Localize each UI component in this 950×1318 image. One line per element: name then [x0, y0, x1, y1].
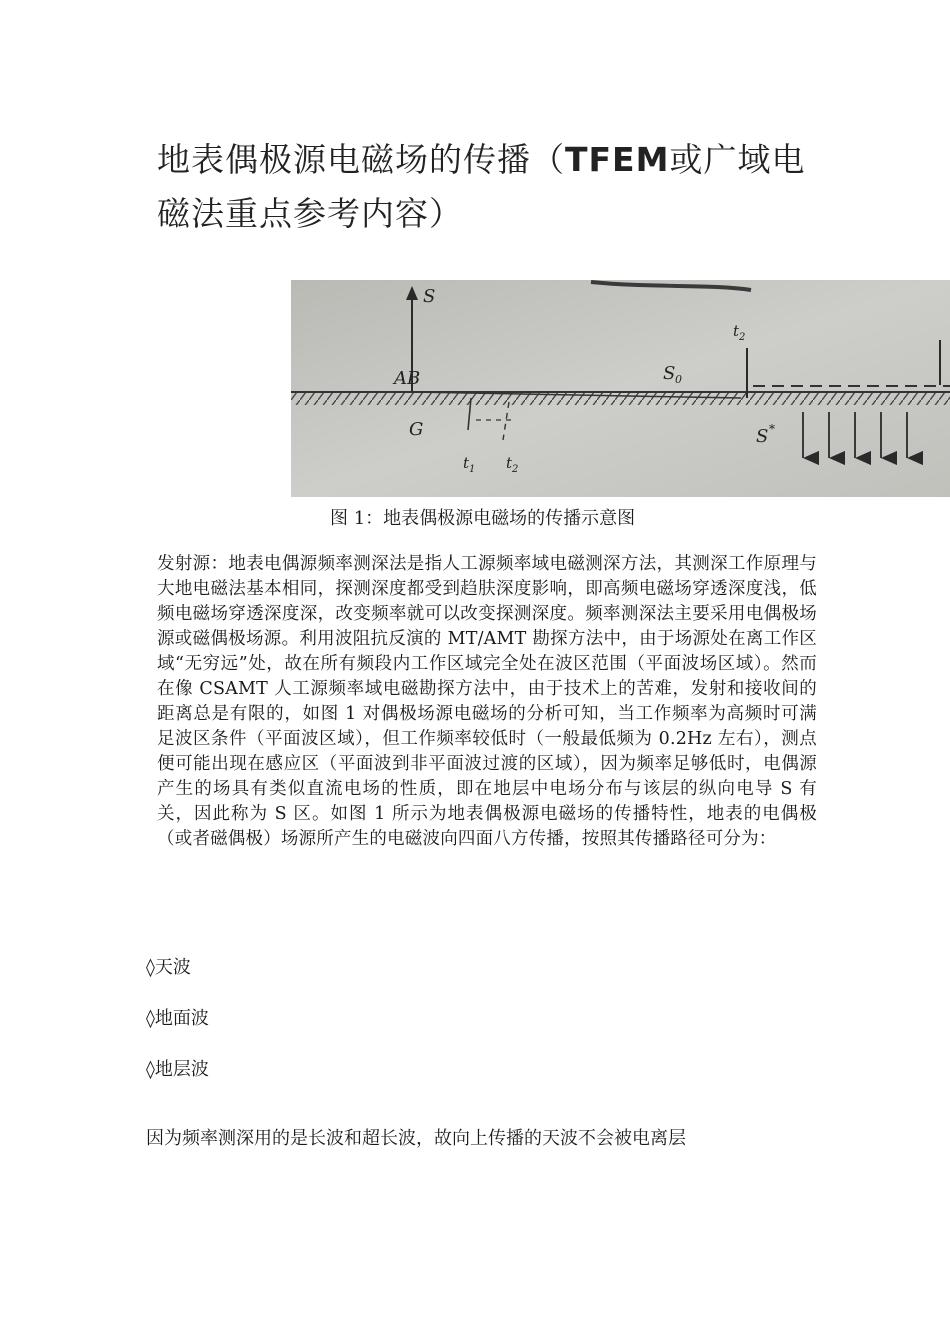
label-t1-lower: t [463, 454, 470, 472]
label-s-star-sup: * [769, 422, 775, 436]
title-part2: 或广域电磁法重点参考内容） [157, 140, 806, 233]
document-title [157, 133, 807, 241]
label-s-star: S [756, 426, 769, 447]
body-paragraph: 发射源：地表电偶源频率测深法是指人工源频率域电磁测深方法，其测深工作原理与大地电磁法基本相同，探测深度都受到趋肤深度影响，即高频电磁场穿透深度浅，低频电磁场穿透深度深，改变频率就可以改变探测深度。频率测深法主要采用电偶极场源或磁偶极场源。利用波阻抗反演的 MT/AMT 勘探方法中，由于场源处在离工作区域“无穷远”处，故在所有频段内工作区域完全处在波区范围（平面波场区域）。然而在像 CSAMT 人工源频率域电磁勘探方法中，由于技术上的苦难，发射和接收间的距离总是有限的，如图 1 对偶极场源电磁场的分析可知，当工作频率为高频时可满足波区条件（平面波区域），但工作频率较低时（一般最低频为 0.2Hz 左右），测点便可能出现在感应区（平面波到非平面波过渡的区域），因为频率足够低时，电偶源产生的场具有类似直流电场的性质，即在地层中电场分布与该层的纵向电导 S 有关，因此称为 S 区。如图 1 所示为地表偶极源电磁场的传播特性，地表的电偶极（或者磁偶极）场源所产生的电磁波向四面八方传播，按照其传播路径可分为： [157, 554, 817, 849]
label-t1-lower-sub: 1 [469, 464, 476, 475]
label-g: G [409, 419, 424, 440]
list-item-ground-wave: ◊地面波 [146, 1008, 209, 1029]
figure-diagram [291, 280, 950, 497]
label-t2-upper-sub: 2 [739, 332, 746, 343]
label-s-up: S [423, 286, 436, 307]
body-last-line: 因为频率测深用的是长波和超长波，故向上传播的天波不会被电离层 [146, 1128, 686, 1149]
label-t2-lower-sub: 2 [512, 464, 519, 475]
propagation-diagram [291, 280, 950, 497]
title-latin: TFEM [565, 140, 670, 179]
label-t2-upper: t [733, 322, 740, 340]
label-s0-sub: 0 [675, 373, 682, 386]
label-s0: S [663, 363, 676, 384]
label-ab: AB [394, 368, 421, 389]
figure-caption: 图 1：地表偶极源电磁场的传播示意图 [330, 508, 636, 529]
ground-hatching [291, 393, 950, 405]
list-item-layer-wave: ◊地层波 [146, 1059, 209, 1080]
list-item-sky-wave: ◊天波 [146, 957, 191, 978]
title-part1: 地表偶极源电磁场的传播（ [157, 140, 565, 179]
label-t2-lower: t [506, 454, 513, 472]
